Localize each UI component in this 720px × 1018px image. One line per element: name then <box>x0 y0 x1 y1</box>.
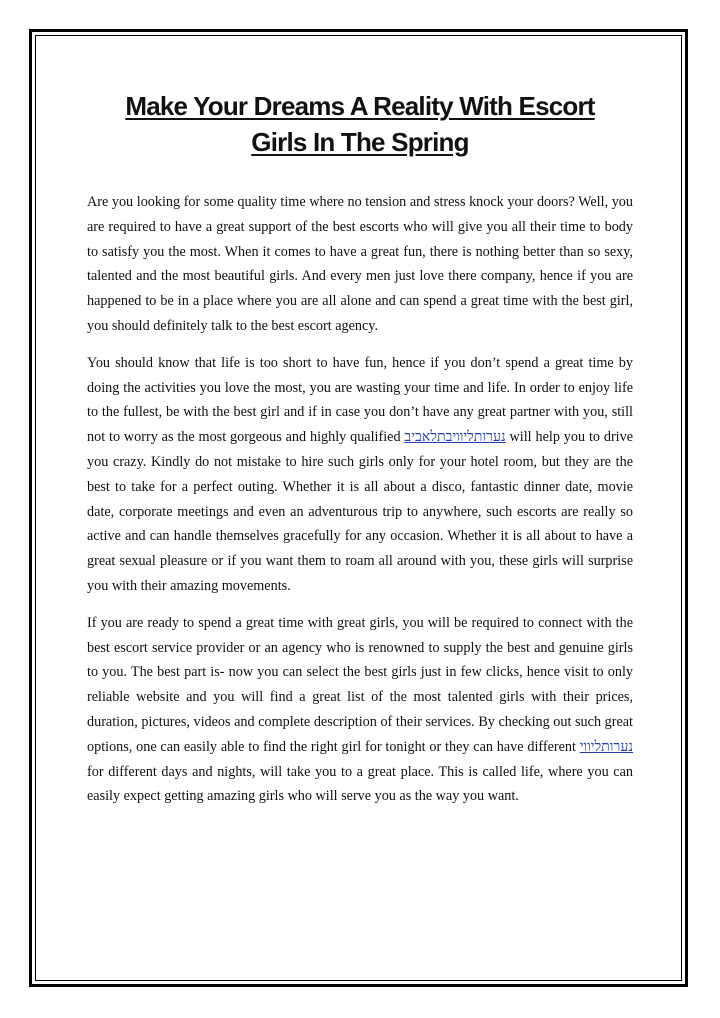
paragraph-1: Are you looking for some quality time where no tension and stress knock your doors? Well, you are required to have a great support of the best escorts who will give you all their time to body to satisfy you the most. When it comes to have a great fun, there is nothing better than so sexy, talented and the most beautiful girls. And every men just love there company, hence if you are happened to be in a place where you are all alone and can spend a great time with the best girl, you should definitely talk to the best escort agency. <box>87 194 633 334</box>
paragraph-3-text-start: If you are ready to spend a great time with great girls, you will be required to connect with the best escort service provider or an agency who is renowned to supply the best and genuine girls to you. The best part is- now you can select the best girls just in few clicks, hence visit to only reliable website and you will find a great list of the most talented girls with their prices, duration, pictures, videos and complete description of their services. By checking out such great options, one can easily able to find the right girl for tonight or they can have different <box>87 614 633 755</box>
title-line-1: Make Your Dreams A Reality With Escort <box>125 91 595 121</box>
document-title <box>87 88 633 160</box>
paragraph-2 <box>87 351 633 599</box>
paragraph-3 <box>87 611 633 809</box>
paragraph-3-text-end: for different days and nights, will take you to a great place. This is called life, where you can easily expect getting amazing girls who will serve you as the way you want. <box>87 763 633 805</box>
paragraph-2-text-start: You should know that life is too short to have fun, hence if you don’t spend a great time by doing the activities you love the most, you are wasting your time and life. In order to enjoy life to the fullest, be with the best girl and if in case you don’t have any great partner with you, still not to worry as the most gorgeous and highly qualified <box>87 354 633 446</box>
escort-girls-link[interactable]: נערותליווי <box>579 738 633 755</box>
document-body <box>87 88 633 821</box>
escort-tel-aviv-link[interactable]: נערותליוויבתלאביב <box>404 429 506 446</box>
title-line-2: Girls In The Spring <box>251 127 469 157</box>
paragraph-2-text-end: will help you to drive you crazy. Kindly do not mistake to hire such girls only for your hotel room, but they are the best to take for a perfect outing. Whether it is all about a disco, fantastic dinner date, movie date, corporate meetings and even an adventurous trip to anywhere, such escorts are really so active and can handle themselves gracefully for any occasion. Whether it is all about to have a great sexual pleasure or if you want them to roam all around with you, these girls will surprise you with their amazing movements. <box>87 429 633 594</box>
